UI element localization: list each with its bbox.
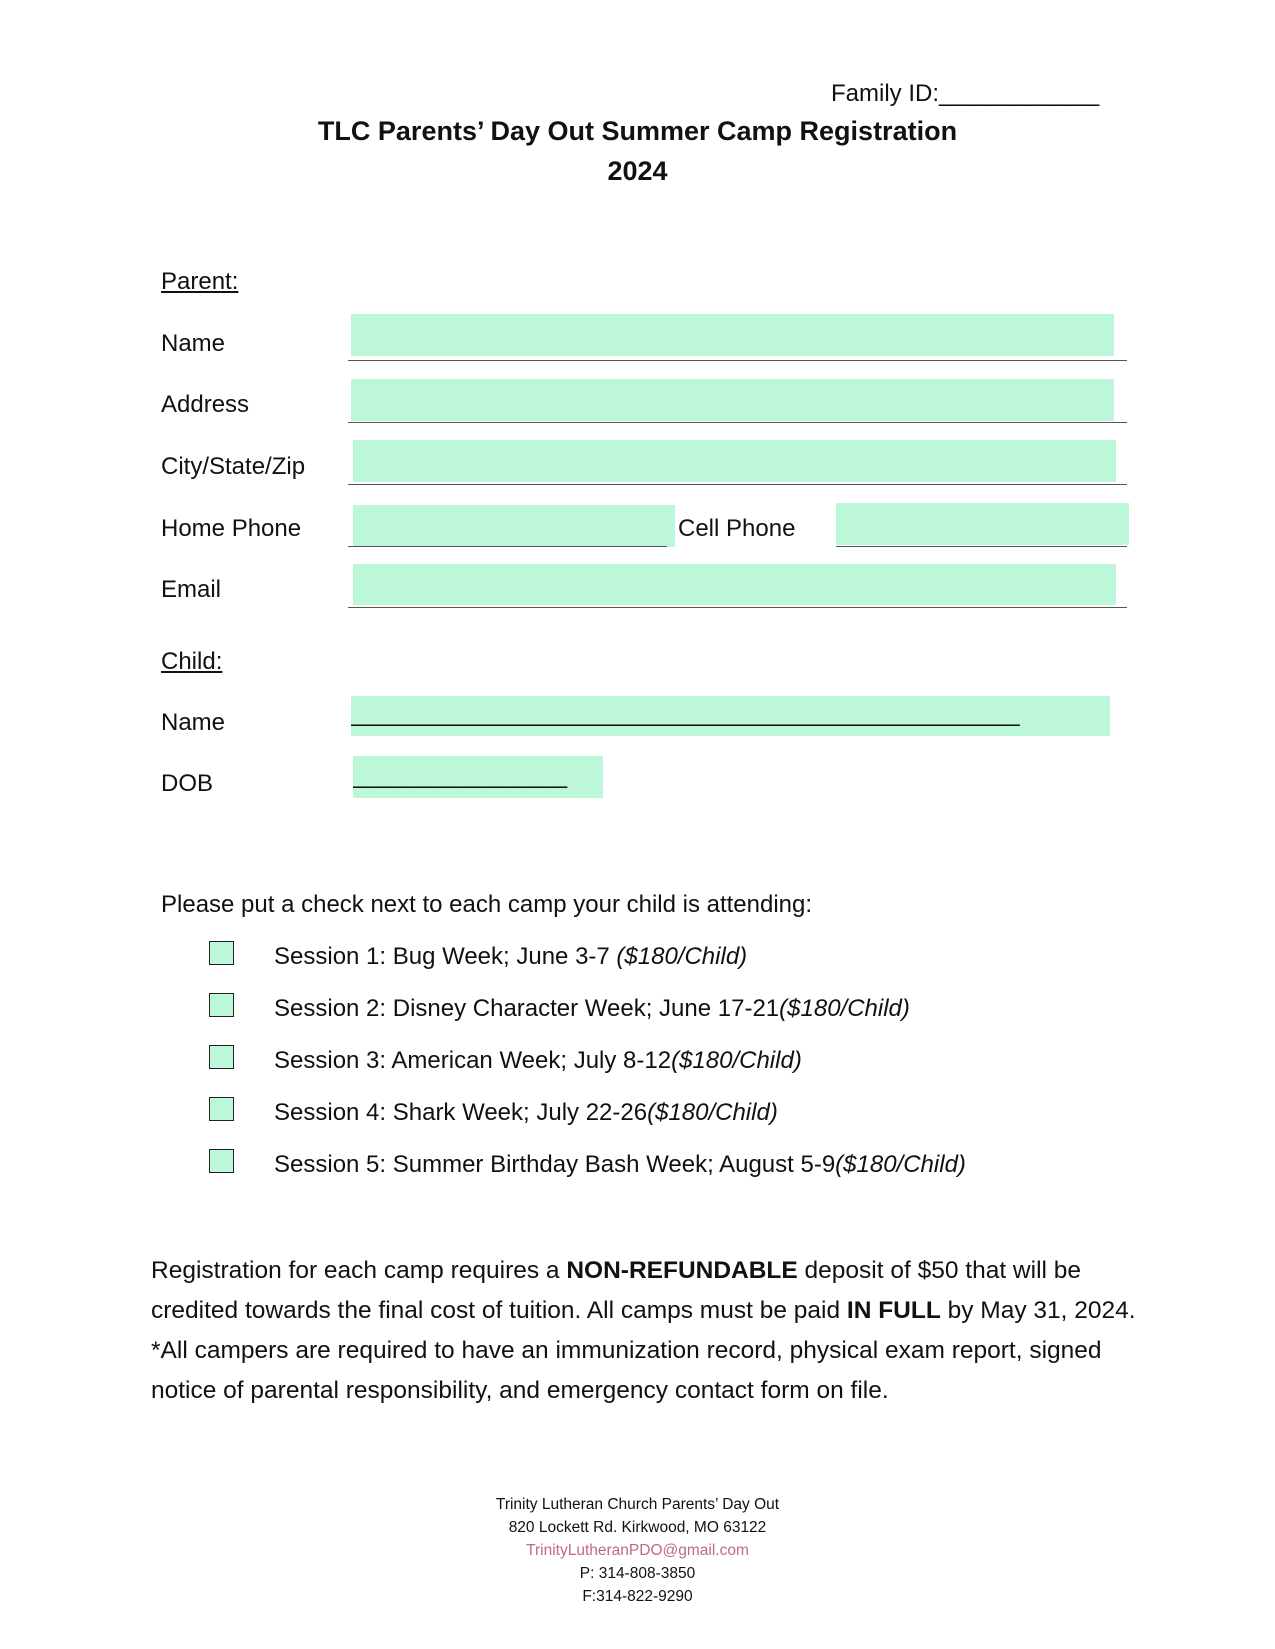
home-phone-input[interactable]	[353, 505, 675, 547]
parent-name-label: Name	[161, 330, 226, 357]
session-2-checkbox[interactable]	[209, 993, 234, 1017]
session-4-checkbox[interactable]	[209, 1097, 234, 1121]
cell-phone-label: Cell Phone	[678, 515, 796, 542]
divider	[348, 360, 1127, 361]
camp-instruction: Please put a check next to each camp your child is attending:	[161, 891, 813, 918]
page-title: TLC Parents’ Day Out Summer Camp Registration	[317, 116, 958, 146]
session-3-label: Session 3: American Week; July 8-12($180/Child)	[274, 1047, 802, 1074]
footer-address: 820 Lockett Rd. Kirkwood, MO 63122	[508, 1519, 767, 1536]
divider	[348, 422, 1127, 423]
family-id-blank[interactable]: ____________	[939, 80, 1100, 107]
session-4-label: Session 4: Shark Week; July 22-26($180/Child)	[274, 1099, 778, 1126]
divider	[348, 607, 1127, 608]
page-year: 2024	[607, 156, 668, 186]
address-input[interactable]	[351, 379, 1114, 421]
footer-email-link[interactable]: TrinityLutheranPDO@gmail.com	[526, 1542, 749, 1559]
footer	[0, 1493, 1275, 1608]
child-name-label: Name	[161, 709, 226, 736]
child-heading: Child:	[161, 648, 223, 675]
divider	[836, 546, 1127, 547]
city-state-zip-label: City/State/Zip	[161, 453, 306, 480]
child-name-input[interactable]	[351, 696, 1110, 736]
footer-phone: P: 314-808-3850	[579, 1565, 696, 1582]
divider	[348, 546, 667, 547]
family-id-label: Family ID:	[831, 80, 939, 107]
family-id	[831, 80, 1099, 108]
footer-org: Trinity Lutheran Church Parents’ Day Out	[495, 1496, 780, 1513]
session-5-label: Session 5: Summer Birthday Bash Week; August 5-9($180/Child)	[274, 1151, 966, 1178]
email-input[interactable]	[353, 564, 1116, 605]
session-1-label: Session 1: Bug Week; June 3-7 ($180/Child)	[274, 943, 748, 970]
requirements-notice: *All campers are required to have an immunization record, physical exam report, signed notice of parental responsibility, and emergency contact form on file.	[151, 1337, 1102, 1404]
footer-fax: F:314-822-9290	[582, 1588, 693, 1605]
email-label: Email	[161, 576, 222, 603]
dob-label: DOB	[161, 770, 214, 797]
session-1-checkbox[interactable]	[209, 941, 234, 965]
dob-blank: _________________	[353, 762, 567, 789]
dob-input[interactable]	[353, 756, 603, 798]
divider	[348, 484, 1127, 485]
home-phone-label: Home Phone	[161, 515, 302, 542]
parent-name-input[interactable]	[351, 314, 1114, 356]
address-label: Address	[161, 391, 250, 418]
cell-phone-input[interactable]	[836, 503, 1129, 545]
session-5-checkbox[interactable]	[209, 1149, 234, 1173]
session-2-label: Session 2: Disney Character Week; June 17-21($180/Child)	[274, 995, 910, 1022]
parent-heading: Parent:	[161, 268, 239, 295]
city-state-zip-input[interactable]	[353, 440, 1116, 482]
deposit-notice: Registration for each camp requires a NON-REFUNDABLE deposit of $50 that will be credited towards the final cost of tuition. All camps must be paid IN FULL by May 31, 2024. *All campers are required to have an immunization record, physical exam report, signed notice of parental responsibility, and emergency contact form on file.	[151, 1257, 1136, 1404]
child-name-blank: ____________________________________________________	[351, 700, 1020, 727]
session-3-checkbox[interactable]	[209, 1045, 234, 1069]
